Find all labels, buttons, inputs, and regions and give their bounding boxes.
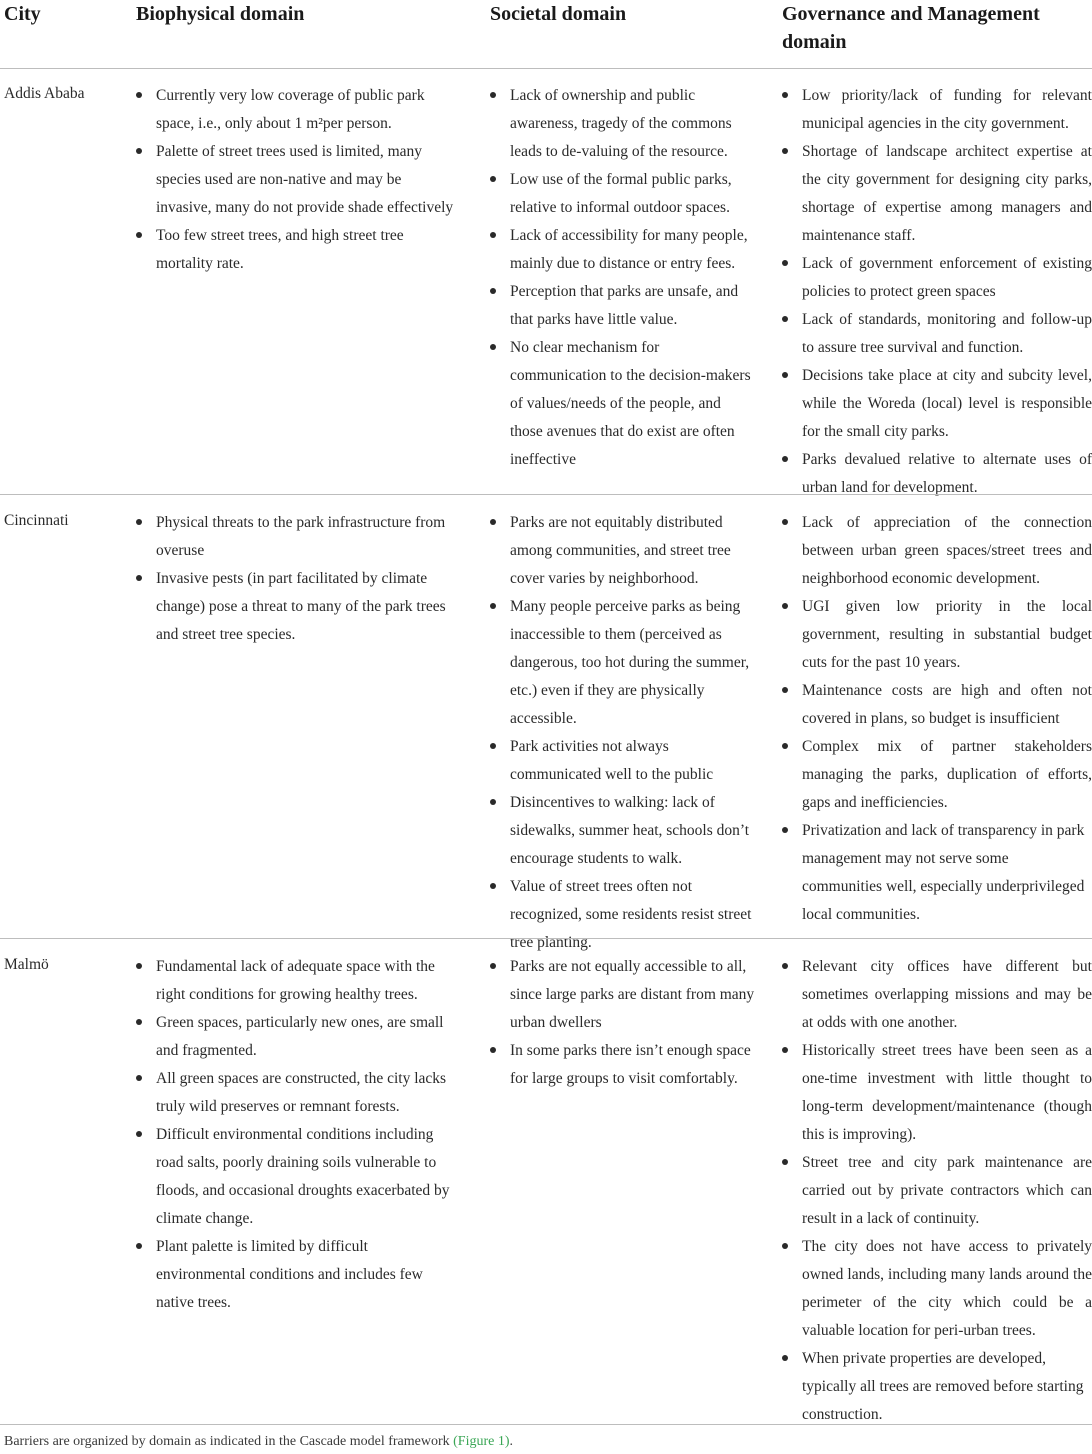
list-item: Lack of ownership and public awareness, tragedy of the commons leads to de-valuing of the resource.	[490, 82, 752, 166]
list-item: Invasive pests (in part facilitated by climate change) pose a threat to many of the park trees and street tree species.	[136, 565, 456, 649]
list-item: Physical threats to the park infrastructure from overuse	[136, 509, 456, 565]
list-item: All green spaces are constructed, the city lacks truly wild preserves or remnant forests.	[136, 1065, 456, 1121]
list-item: Parks are not equally accessible to all, since large parks are distant from many urban dwellers	[490, 953, 752, 1037]
header-biophysical: Biophysical domain	[136, 3, 305, 25]
list-item: Maintenance costs are high and often not covered in plans, so budget is insufficient	[782, 677, 1088, 733]
footnote-end: .	[509, 1434, 514, 1449]
figure-1-link[interactable]: (Figure 1)	[453, 1434, 510, 1449]
governance-list	[782, 953, 1092, 1429]
societal-list	[490, 953, 755, 1093]
list-item: When private properties are developed, typically all trees are removed before starting construction.	[782, 1345, 1088, 1429]
biophysical-list	[136, 953, 456, 1317]
list-item: UGI given low priority in the local government, resulting in substantial budget cuts for the past 10 years.	[782, 593, 1088, 677]
list-item: Palette of street trees used is limited, many species used are non-native and may be invasive, many do not provide shade effectively	[136, 138, 456, 222]
table-row	[0, 938, 1092, 1425]
footnote-text: Barriers are organized by domain as indicated in the Cascade model framework	[4, 1434, 454, 1449]
list-item: Currently very low coverage of public park space, i.e., only about 1 m²per person.	[136, 82, 456, 138]
list-item: Perception that parks are unsafe, and that parks have little value.	[490, 278, 752, 334]
list-item: Relevant city offices have different but sometimes overlapping missions and may be at odds with one another.	[782, 953, 1088, 1037]
list-item: Plant palette is limited by difficult environmental conditions and includes few native trees.	[136, 1233, 456, 1317]
table-row	[0, 494, 1092, 951]
list-item: No clear mechanism for communication to the decision-makers of values/needs of the people, and those avenues that do exist are often ineffective	[490, 334, 752, 474]
list-item: Historically street trees have been seen as a one-time investment with little thought to long-term development/maintenance (though this is improving).	[782, 1037, 1088, 1149]
table-header	[0, 0, 1092, 69]
list-item: Many people perceive parks as being inaccessible to them (perceived as dangerous, too hot during the summer, etc.) even if they are physically accessible.	[490, 593, 752, 733]
header-city: City	[4, 3, 41, 25]
biophysical-list	[136, 82, 456, 278]
list-item: Value of street trees often not recognized, some residents resist street tree planting.	[490, 873, 752, 957]
list-item: Low priority/lack of funding for relevant municipal agencies in the city government.	[782, 82, 1088, 138]
governance-list	[782, 509, 1092, 929]
list-item: Shortage of landscape architect expertise at the city government for designing city parks, shortage of expertise among managers and maintenance staff.	[782, 138, 1088, 250]
city-name: Cincinnati	[4, 512, 69, 529]
list-item: The city does not have access to privately owned lands, including many lands around the perimeter of the city which could be a valuable location for peri-urban trees.	[782, 1233, 1088, 1345]
governance-list	[782, 82, 1092, 502]
header-societal: Societal domain	[490, 3, 627, 25]
societal-list	[490, 509, 752, 957]
list-item: Low use of the formal public parks, relative to informal outdoor spaces.	[490, 166, 752, 222]
list-item: Privatization and lack of transparency in park management may not serve some communities well, especially underprivileged local communities.	[782, 817, 1088, 929]
list-item: Green spaces, particularly new ones, are small and fragmented.	[136, 1009, 456, 1065]
list-item: Too few street trees, and high street tree mortality rate.	[136, 222, 456, 278]
city-name: Addis Ababa	[4, 85, 85, 102]
list-item: Difficult environmental conditions including road salts, poorly draining soils vulnerable to floods, and occasional droughts exacerbated by climate change.	[136, 1121, 456, 1233]
list-item: Fundamental lack of adequate space with the right conditions for growing healthy trees.	[136, 953, 456, 1009]
city-name: Malmö	[4, 956, 49, 973]
list-item: Street tree and city park maintenance are carried out by private contractors which can result in a lack of continuity.	[782, 1149, 1088, 1233]
biophysical-list	[136, 509, 456, 649]
list-item: Disincentives to walking: lack of sidewalks, summer heat, schools don’t encourage students to walk.	[490, 789, 752, 873]
list-item: Lack of standards, monitoring and follow-up to assure tree survival and function.	[782, 306, 1088, 362]
table-row	[0, 68, 1092, 494]
header-governance: Governance and Management domain	[782, 3, 1040, 53]
list-item: Park activities not always communicated well to the public	[490, 733, 752, 789]
list-item: Lack of appreciation of the connection between urban green spaces/street trees and neighborhood economic development.	[782, 509, 1088, 593]
list-item: Complex mix of partner stakeholders managing the parks, duplication of efforts, gaps and inefficiencies.	[782, 733, 1088, 817]
list-item: In some parks there isn’t enough space for large groups to visit comfortably.	[490, 1037, 752, 1093]
societal-list	[490, 82, 752, 474]
list-item: Lack of government enforcement of existing policies to protect green spaces	[782, 250, 1088, 306]
table-bottom-rule	[0, 1424, 1092, 1426]
list-item: Decisions take place at city and subcity level, while the Woreda (local) level is responsible for the small city parks.	[782, 362, 1088, 446]
list-item: Parks devalued relative to alternate uses of urban land for development.	[782, 446, 1088, 502]
list-item: Lack of accessibility for many people, mainly due to distance or entry fees.	[490, 222, 752, 278]
list-item: Parks are not equitably distributed among communities, and street tree cover varies by neighborhood.	[490, 509, 752, 593]
table-footnote	[4, 1432, 513, 1452]
